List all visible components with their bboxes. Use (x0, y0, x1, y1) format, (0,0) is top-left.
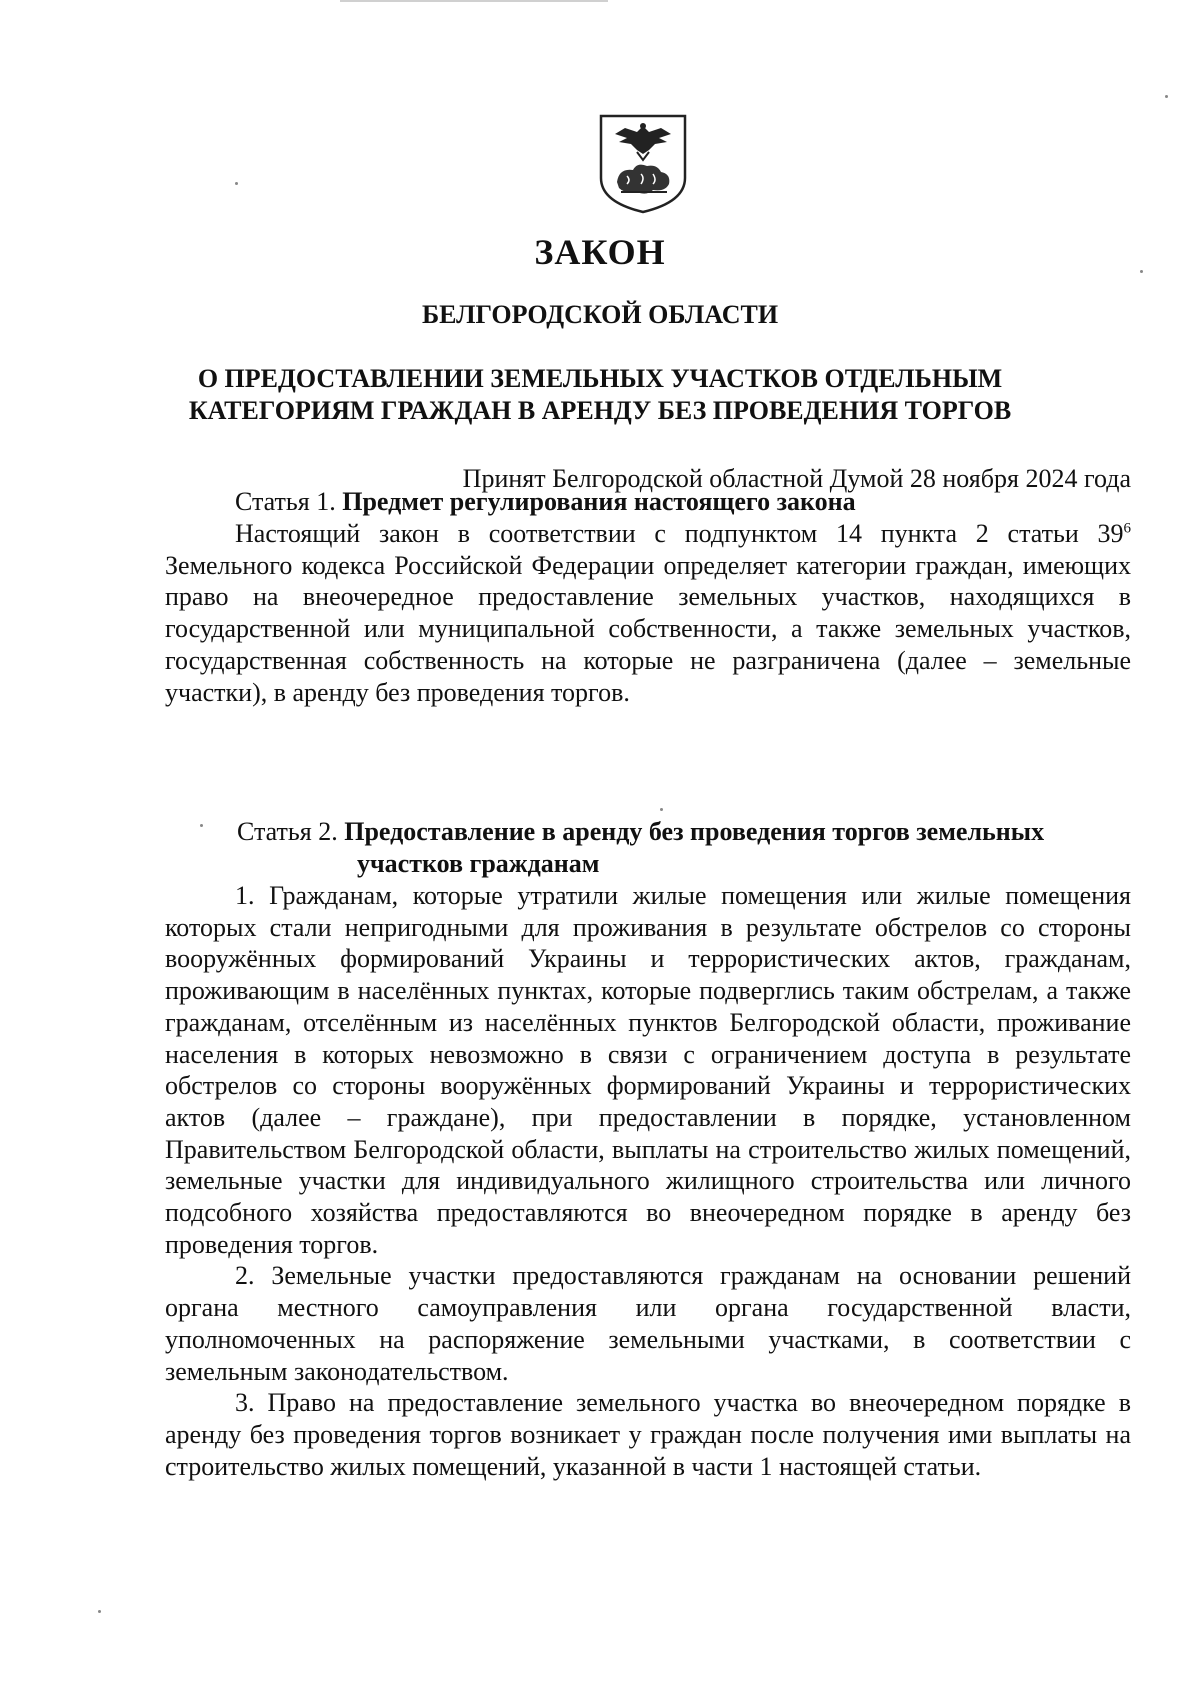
scan-speck (200, 824, 203, 827)
article-1-label: Статья 1. (235, 487, 336, 516)
subject-line-1: О ПРЕДОСТАВЛЕНИИ ЗЕМЕЛЬНЫХ УЧАСТКОВ ОТДЕЛЬНЫМ (197, 364, 1003, 393)
scan-speck (235, 182, 238, 185)
scan-artifact-line (340, 0, 608, 2)
article-2-body (165, 880, 1131, 1482)
article-2-paragraph-3: 3. Право на предоставление земельного участка во внеочередном порядке в аренду без проведения торгов возникает у граждан после получения ими выплаты на строительство жилых помещений, указанной в части 1 настоящей статьи. (165, 1388, 1131, 1481)
article-1-text-a: Настоящий закон в соответствии с подпунктом 14 пункта 2 статьи 39 (235, 519, 1124, 548)
scan-speck (98, 1610, 101, 1613)
article-1-paragraph (165, 518, 1131, 708)
adoption-note: Принят Белгородской областной Думой 28 ноября 2024 года (462, 464, 1131, 493)
article-2-heading (237, 816, 1044, 848)
article-2-paragraph-1: 1. Гражданам, которые утратили жилые помещения или жилые помещения которых стали непригодными для проживания в результате обстрелов со стороны вооружённых формирований Украины и террористических актов, гражданам, проживающим в населённых пунктах, которые подверглись таким обстрелам, а также гражданам, отселённым из населённых пунктов Белгородской области, проживание населения в которых невозможно в связи с ограничением доступа в результате обстрелов со стороны вооружённых формирований Украины и террористических актов (далее – граждане), при предоставлении в порядке, установленном Правительством Белгородской области, выплаты на строительство жилых помещений, земельные участки для индивидуального жилищного строительства или личного подсобного хозяйства предоставляются во внеочередном порядке в аренду без проведения торгов. (165, 881, 1131, 1259)
document-title: ЗАКОН (534, 232, 666, 272)
scan-speck (1140, 270, 1143, 273)
coat-of-arms-icon (597, 112, 689, 216)
article-1-text-b: Земельного кодекса Российской Федерации определяет категории граждан, имеющих право на внеочередное предоставление земельных участков, находящихся в государственной или муниципальной собственности, а также земельных участков, государственная собственность на которые не разграничена (далее – земельные участки), в аренду без проведения торгов. (165, 550, 1131, 707)
article-2-title-line-1: Предоставление в аренду без проведения торгов земельных (344, 817, 1045, 846)
article-2-paragraph-2: 2. Земельные участки предоставляются гражданам на основании решений органа местного самоуправления или органа государственной власти, уполномоченных на распоряжение земельными участками, в соответствии с земельным законодательством. (165, 1261, 1131, 1386)
scan-speck (1165, 95, 1168, 98)
article-1-heading (235, 486, 856, 518)
document-region: БЕЛГОРОДСКОЙ ОБЛАСТИ (421, 300, 779, 329)
article-1-body (165, 518, 1131, 708)
article-1-superscript: 6 (1123, 520, 1131, 537)
subject-line-2: КАТЕГОРИЯМ ГРАЖДАН В АРЕНДУ БЕЗ ПРОВЕДЕНИЯ ТОРГОВ (188, 396, 1012, 425)
article-2-heading-cont (357, 848, 599, 880)
article-1-title: Предмет регулирования настоящего закона (342, 487, 856, 516)
document-subject (150, 363, 1050, 427)
article-2-title-line-2: участков гражданам (357, 849, 600, 878)
article-2-label: Статья 2. (237, 817, 338, 846)
scan-speck (660, 808, 663, 811)
